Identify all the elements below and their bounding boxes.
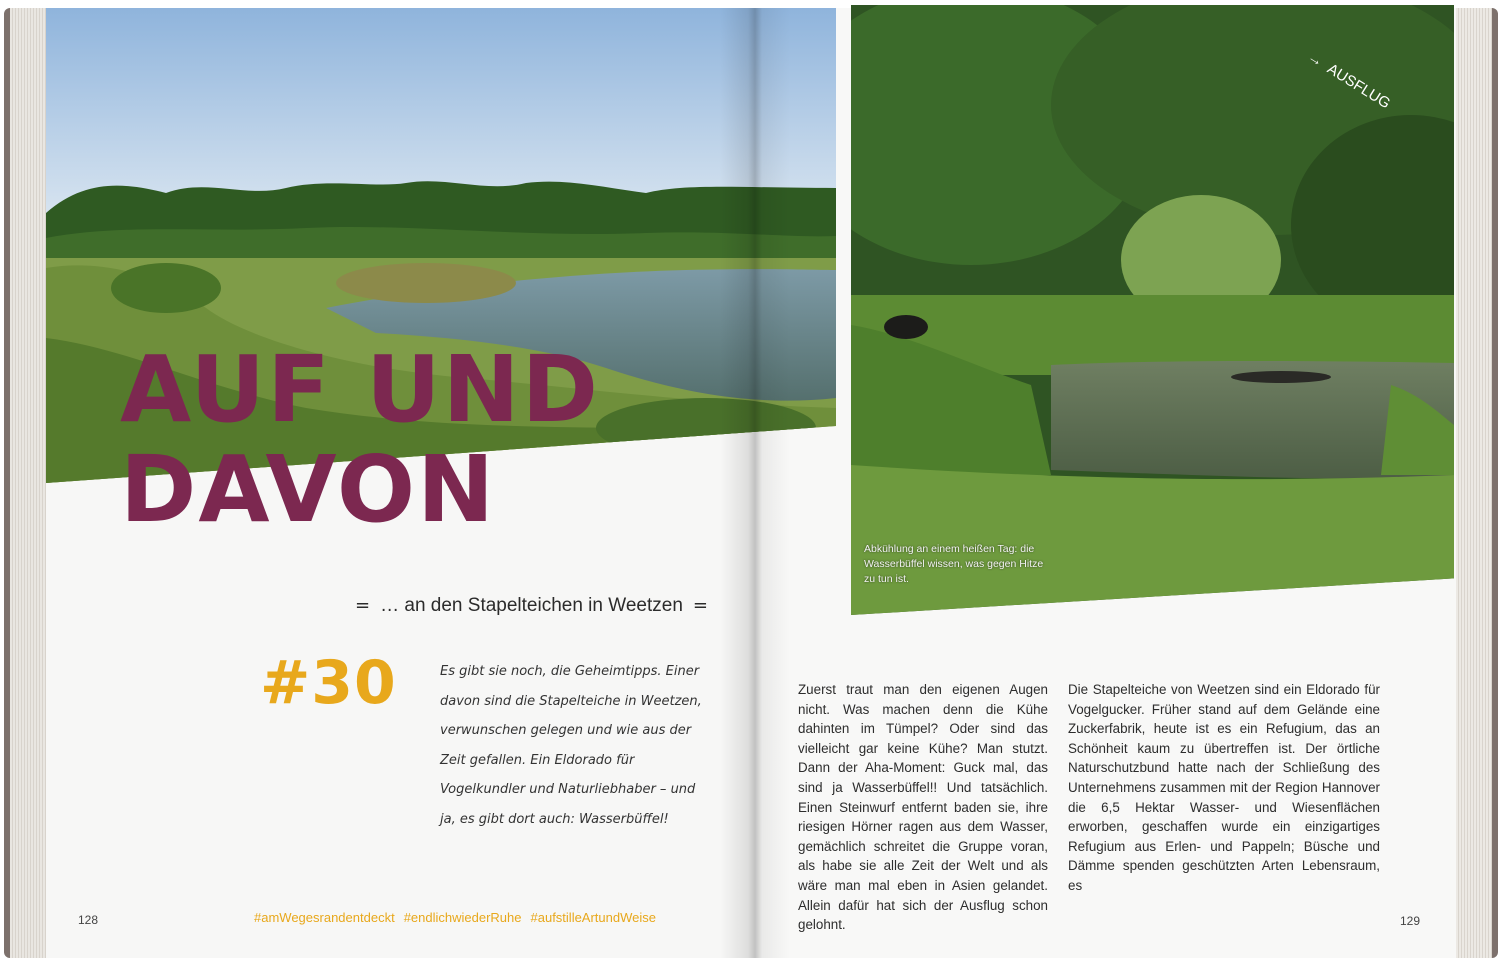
hashtag: #endlichwiederRuhe bbox=[403, 910, 522, 925]
page-number-right: 129 bbox=[1400, 914, 1421, 928]
dash-mark-icon: = bbox=[355, 595, 371, 616]
hashtag: #aufstilleArtundWeise bbox=[530, 910, 656, 925]
page-edge-left bbox=[4, 8, 48, 958]
body-column-2: Die Stapelteiche von Weetzen sind ein Eldorado für Vogelgucker. Früher stand auf dem Gelände eine Zuckerfabrik, heute ist es ein Refugium, das an Schönheit kaum zu übertreffen ist. Der örtliche Naturschutzbund hatte nach der Schließung des Unternehmens zusammen mit der Region Hannover die 6,5 Hektar Wasser- und Wiesenflächen erworben, geschaffen wurde ein einzigartiges Refugium aus Erlen- und Pappeln; Büsche und Dämme spenden geschützten Arten Lebensraum, es bbox=[1068, 682, 1380, 893]
page-edge-right bbox=[1450, 8, 1498, 958]
subtitle-text: … an den Stapelteichen in Weetzen bbox=[380, 595, 683, 616]
section-tag-label: AUSFLUG bbox=[1324, 59, 1394, 112]
title-line-2: DAVON bbox=[120, 436, 497, 543]
hashtag: #amWegesrandentdeckt bbox=[254, 910, 395, 925]
page-number-left: 128 bbox=[78, 913, 99, 927]
photo-caption: Abkühlung an einem heißen Tag: die Wasserbüffel wissen, was gegen Hitze zu tun ist. bbox=[864, 543, 1044, 585]
dash-mark-icon: = bbox=[692, 595, 708, 616]
intro-text: Es gibt sie noch, die Geheimtipps. Einer davon sind die Stapelteiche in Weetzen, verwunschen gelegen und wie aus der Zeit gefallen. Ein Eldorado für Vogelkundler und Naturliebhaber – und ja, es gibt dort auch: Wasserbüffel! bbox=[440, 664, 702, 827]
hashtag-list bbox=[254, 910, 656, 925]
chapter-number: #30 bbox=[260, 648, 397, 718]
chapter-subtitle bbox=[355, 590, 725, 622]
chapter-title bbox=[120, 336, 640, 543]
title-line-1: AUF UND bbox=[120, 336, 601, 443]
arrow-right-icon: → bbox=[1304, 47, 1327, 71]
body-column-1: Zuerst traut man den eigenen Augen nicht. Was machen denn die Kühe dahinten im Tümpel? Oder sind das vielleicht gar keine Kühe? Man stutzt. Dann der Aha-Moment: Guck mal, das sind ja Wasserbüffel!! Und tatsächlich. Einen Steinwurf entfernt baden sie, ihre riesigen Hörner ragen aus dem Wasser, gemächlich schreitet die Gruppe voran, als habe sie alle Zeit der Welt und als wäre man mal eben in Asien gelandet. Allein dafür hat sich der Ausflug schon gelohnt. bbox=[798, 682, 1048, 933]
